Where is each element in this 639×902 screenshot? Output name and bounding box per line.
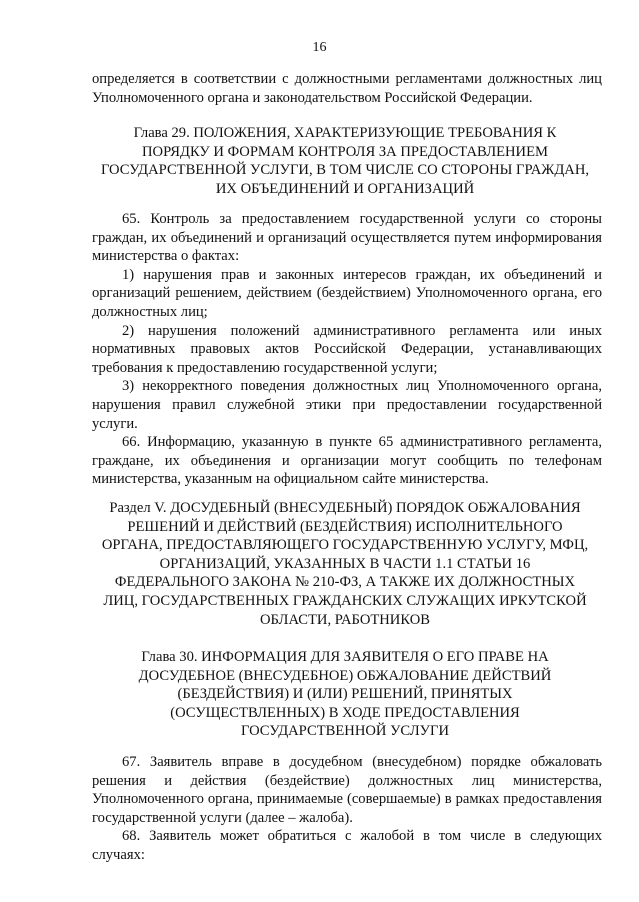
heading-line: ЛИЦ, ГОСУДАРСТВЕННЫХ ГРАЖДАНСКИХ СЛУЖАЩИХ ИРКУТСКОЙ (103, 592, 587, 609)
heading-line: ОРГАНА, ПРЕДОСТАВЛЯЮЩЕГО ГОСУДАРСТВЕННУЮ УСЛУГУ, МФЦ, (101, 537, 589, 554)
heading-line: (БЕЗДЕЙСТВИЯ) И (ИЛИ) РЕШЕНИЙ, ПРИНЯТЫХ (177, 686, 513, 703)
paragraph-65-item-3: 3) некорректного поведения должностных лиц Уполномоченного органа, нарушения правил служебной этики при предоставлении государственной услуги. (92, 378, 602, 432)
paragraph-65-item-1: 1) нарушения прав и законных интересов граждан, их объединений и организаций решением, действием (бездействием) Уполномоченного органа, его должностных лиц; (92, 266, 602, 320)
intro-paragraph: определяется в соответствии с должностными регламентами должностных лиц Уполномоченного органа и законодательством Российской Федерации. (92, 71, 602, 106)
paragraph-68: 68. Заявитель может обратиться с жалобой в том числе в следующих случаях: (92, 828, 602, 863)
heading-line: ПОРЯДКУ И ФОРМАМ КОНТРОЛЯ ЗА ПРЕДОСТАВЛЕНИЕМ (142, 143, 548, 160)
heading-line: ИХ ОБЪЕДИНЕНИЙ И ОРГАНИЗАЦИЙ (215, 180, 475, 197)
heading-line: (ОСУЩЕСТВЛЕННЫХ) В ХОДЕ ПРЕДОСТАВЛЕНИЯ (170, 704, 520, 721)
heading-line: Глава 29. ПОЛОЖЕНИЯ, ХАРАКТЕРИЗУЮЩИЕ ТРЕБОВАНИЯ К (133, 125, 557, 141)
intro-text (92, 70, 602, 107)
heading-line: ГОСУДАРСТВЕННОЙ УСЛУГИ, В ТОМ ЧИСЛЕ СО СТОРОНЫ ГРАЖДАН, (100, 162, 590, 179)
chapter-29-heading (80, 124, 610, 198)
heading-line: ФЕДЕРАЛЬНОГО ЗАКОНА № 210-ФЗ, А ТАКЖЕ ИХ ДОЛЖНОСТНЫХ (114, 574, 576, 591)
section-5-heading (80, 499, 610, 629)
chapter-30-body (92, 753, 602, 865)
paragraph-67: 67. Заявитель вправе в досудебном (внесудебном) порядке обжаловать решения и действия (бездействие) должностных лиц министерства, Уполномоченного органа, принимаемые (совершаемые) в рамках предоставления государственной услуги (далее – жалоба). (92, 754, 602, 826)
heading-line: ДОСУДЕБНОЕ (ВНЕСУДЕБНОЕ) ОБЖАЛОВАНИЕ ДЕЙСТВИЙ (138, 667, 552, 684)
page-number: 16 (312, 40, 327, 55)
heading-line: РЕШЕНИЙ И ДЕЙСТВИЙ (БЕЗДЕЙСТВИЯ) ИСПОЛНИТЕЛЬНОГО (127, 518, 563, 535)
heading-line: ОБЛАСТИ, РАБОТНИКОВ (260, 611, 430, 628)
heading-line: Раздел V. ДОСУДЕБНЫЙ (ВНЕСУДЕБНЫЙ) ПОРЯДОК ОБЖАЛОВАНИЯ (109, 500, 581, 516)
heading-line: ГОСУДАРСТВЕННОЙ УСЛУГИ (241, 723, 449, 740)
paragraph-65: 65. Контроль за предоставлением государственной услуги со стороны граждан, их объединений и организаций осуществляется путем информирования министерства о фактах: (92, 211, 602, 265)
chapter-29-body (92, 210, 602, 489)
heading-line: Глава 30. ИНФОРМАЦИЯ ДЛЯ ЗАЯВИТЕЛЯ О ЕГО ПРАВЕ НА (141, 649, 549, 665)
chapter-30-heading (80, 648, 610, 741)
paragraph-65-item-2: 2) нарушения положений административного регламента или иных нормативных правовых актов Российской Федерации, устанавливающих требования к предоставлению государственной услуги; (92, 322, 602, 376)
heading-line: ОРГАНИЗАЦИЙ, УКАЗАННЫХ В ЧАСТИ 1.1 СТАТЬИ 16 (159, 555, 531, 572)
paragraph-66: 66. Информацию, указанную в пункте 65 административного регламента, граждане, их объединения и организации могут сообщить по телефонам министерства, указанным на официальном сайте министерства. (92, 434, 602, 488)
